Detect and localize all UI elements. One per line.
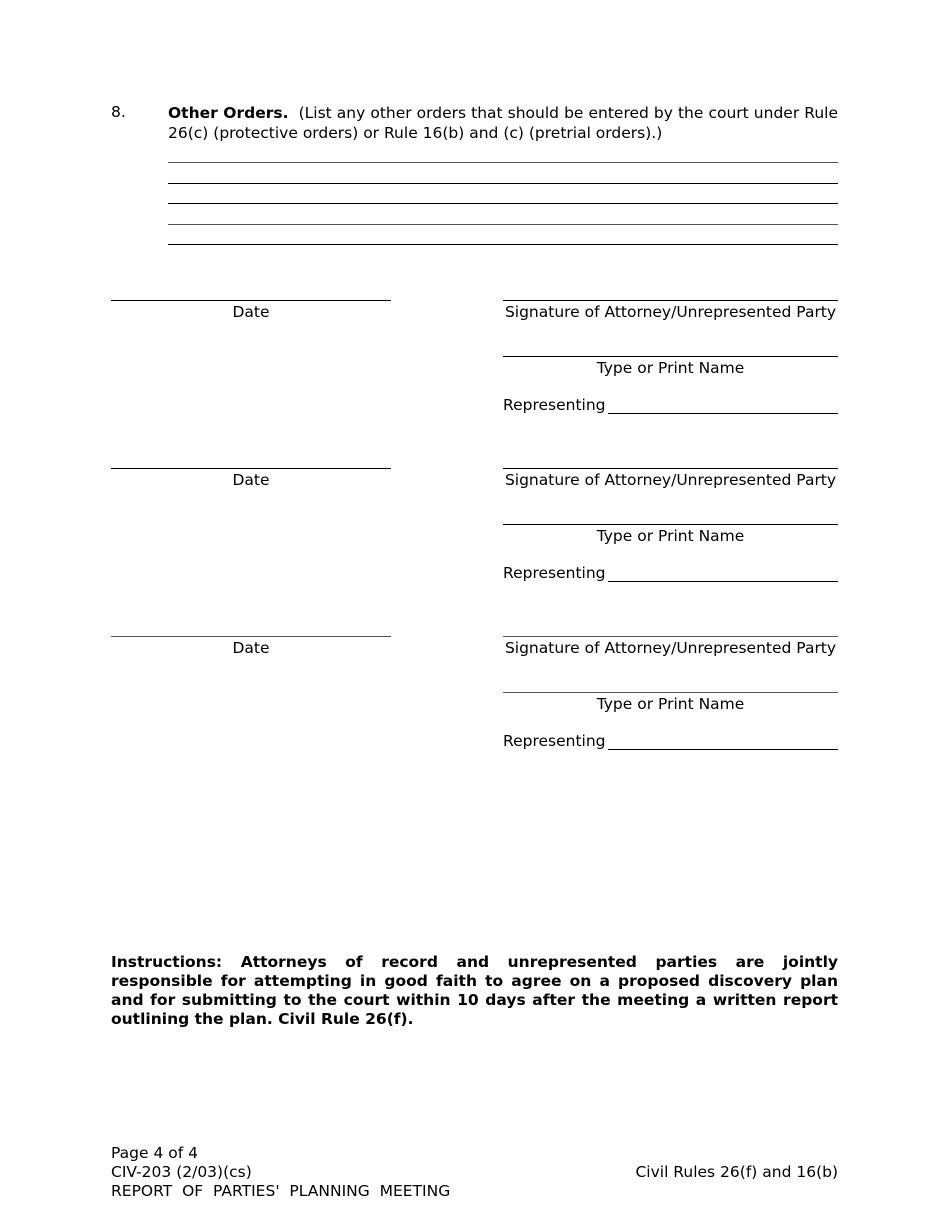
item-8-text — [168, 103, 838, 143]
footer-left — [111, 1144, 450, 1201]
signature-label: Signature of Attorney/Unrepresented Party — [504, 639, 837, 657]
name-line[interactable] — [503, 356, 838, 357]
representing-label: Representing — [503, 732, 606, 750]
name-line[interactable] — [503, 692, 838, 693]
date-label: Date — [232, 639, 270, 657]
representing-line[interactable] — [608, 749, 838, 750]
date-label: Date — [232, 471, 270, 489]
date-line[interactable] — [111, 300, 391, 301]
representing-label: Representing — [503, 564, 606, 582]
representing-line[interactable] — [608, 581, 838, 582]
answer-line-1[interactable] — [168, 162, 838, 163]
answer-line-3[interactable] — [168, 203, 838, 204]
date-label: Date — [232, 303, 270, 321]
item-8-heading: Other Orders. — [168, 104, 289, 122]
representing-line[interactable] — [608, 413, 838, 414]
signature-label: Signature of Attorney/Unrepresented Party — [504, 471, 837, 489]
name-label: Type or Print Name — [596, 695, 745, 713]
date-line[interactable] — [111, 468, 391, 469]
form-number: CIV-203 (2/03)(cs) — [111, 1163, 252, 1181]
representing-label: Representing — [503, 396, 606, 414]
signature-line[interactable] — [503, 468, 838, 469]
date-line[interactable] — [111, 636, 391, 637]
item-8-description: (List any other orders that should be entered by the court under Rule 26(c) (protective orders) or Rule 16(b) and (c) (pretrial orders).) — [168, 104, 838, 142]
item-number: 8. — [111, 103, 126, 121]
signature-line[interactable] — [503, 636, 838, 637]
name-label: Type or Print Name — [596, 359, 745, 377]
name-label: Type or Print Name — [596, 527, 745, 545]
page-number: Page 4 of 4 — [111, 1144, 198, 1162]
answer-line-2[interactable] — [168, 183, 838, 184]
instructions-paragraph: Instructions: Attorneys of record and unrepresented parties are jointly responsible for attempting in good faith to agree on a proposed discovery plan and for submitting to the court within 10 days after the meeting a written report outlining the plan. Civil Rule 26(f). — [111, 953, 838, 1028]
answer-line-4[interactable] — [168, 224, 838, 225]
signature-line[interactable] — [503, 300, 838, 301]
footer-rules: Civil Rules 26(f) and 16(b) — [635, 1163, 838, 1181]
form-title: REPORT OF PARTIES' PLANNING MEETING — [111, 1182, 451, 1200]
name-line[interactable] — [503, 524, 838, 525]
signature-label: Signature of Attorney/Unrepresented Party — [504, 303, 837, 321]
answer-line-5[interactable] — [168, 244, 838, 245]
